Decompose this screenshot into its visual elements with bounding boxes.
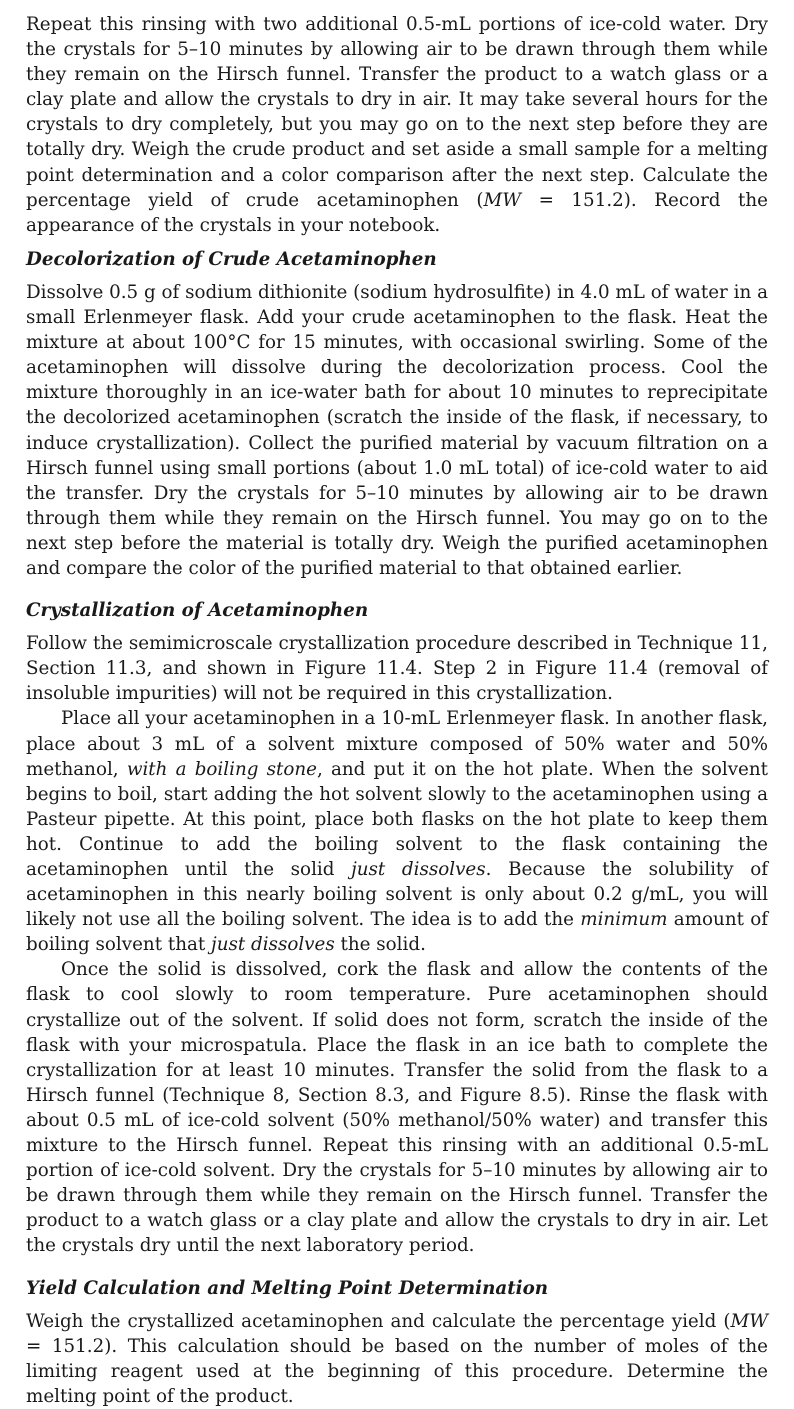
text-run: Repeat this rinsing with two additional 0.5-mL portions of ice-cold water. Dry the crystals for 5–10 minutes by allowing air to be drawn through them while they remain on the Hirsch funnel. Transfer the product to a watch glass or a clay plate and allow the crystals to dry in air. It may take several hours for the crystals to dry completely, but you may go on to the next step before they are totally dry. Weigh the crude product and set aside a small sample for a melting point determination and a color comparison after the next step. Calculate the percentage yield of crude acetaminophen ( (26, 14, 768, 211)
text-run: Weigh the crystallized acetaminophen and calculate the percentage yield ( (26, 1310, 731, 1332)
italic-run: just dissolves (211, 934, 335, 956)
text-run: . Because the solubility of acetaminophen in this nearly boiling solvent is only about 0.2 g/mL, you will likely not use all the boiling solvent. The idea is to add the (26, 859, 768, 931)
italic-run: just dissolves (351, 859, 486, 880)
crystallization-paragraph-2 (26, 706, 768, 957)
decolorization-paragraph: Dissolve 0.5 g of sodium dithionite (sodium hydrosulfite) in 4.0 mL of water in a small Erlenmeyer flask. Add your crude acetaminophen to the flask. Heat the mixture at about 100°C for 15 minutes, with occasional swirling. Some of the acetaminophen will dissolve during the decolorization process. Cool the mixture thoroughly in an ice-water bath for about 10 minutes to reprecipitate the decolorized acetaminophen (scratch the inside of the flask, if necessary, to induce crystallization). Collect the purified material by vacuum filtration on a Hirsch funnel using small portions (about 1.0 mL total) of ice-cold water to aid the transfer. Dry the crystals for 5–10 minutes by allowing air to be drawn through them while they remain on the Hirsch funnel. You may go on to the next step before the material is totally dry. Weigh the purified acetaminophen and compare the color of the purified material to that obtained earlier. (26, 281, 768, 579)
text-run: Place all your acetaminophen in a 10-mL Erlenmeyer flask. In another flask, place about 3 mL of a solvent mixture composed of 50% water and 50% methanol, (26, 708, 768, 780)
crystallization-paragraph-1: Follow the semimicroscale crystallization procedure described in Technique 11, Section 11.3, and shown in Figure 11.4. Step 2 in Figure 11.4 (removal of insoluble impurities) will not be required in this crystallization. (26, 633, 768, 705)
text-run: , and put it on the hot plate. When the solvent begins to boil, start adding the hot solvent slowly to the acetaminophen using a Pasteur pipette. At this point, place both flasks on the hot plate to keep them hot. Continue to add the boiling solvent to the flask containing the acetaminophen until the solid (26, 758, 768, 880)
yield-heading: Yield Calculation and Melting Point Determination (26, 1277, 549, 1299)
text-run: amount of boiling solvent that (26, 909, 769, 956)
yield-paragraph (26, 1309, 768, 1409)
text-run: = 151.2). Record the appearance of the crystals in your notebook. (26, 189, 768, 236)
crystallization-paragraph-3: Once the solid is dissolved, cork the flask and allow the contents of the flask to cool slowly to room temperature. Pure acetaminophen should crystallize out of the solvent. If solid does not form, scratch the inside of the flask with your microspatula. Place the flask in an ice bath to complete the crystallization for at least 10 minutes. Transfer the solid from the flask to a Hirsch funnel (Technique 8, Section 8.3, and Figure 8.5). Rinse the flask with about 0.5 mL of ice-cold solvent (50% methanol/50% water) and transfer this mixture to the Hirsch funnel. Repeat this rinsing with an additional 0.5-mL portion of ice-cold solvent. Dry the crystals for 5–10 minutes by allowing air to be drawn through them while they remain on the Hirsch funnel. Transfer the product to a watch glass or a clay plate and allow the crystals to dry in air. Let the crystals dry until the next laboratory period. (26, 959, 768, 1257)
decolorization-heading: Decolorization of Crude Acetaminophen (26, 248, 437, 270)
intro-paragraph (26, 12, 768, 238)
italic-run: MW (483, 189, 522, 211)
italic-run: MW (730, 1310, 768, 1332)
text-run: = 151.2). This calculation should be based on the number of moles of the limiting reagent used at the beginning of this procedure. Determine the melting point of the product. (26, 1335, 768, 1407)
text-run: the solid. (334, 934, 426, 956)
crystallization-heading: Crystallization of Acetaminophen (26, 600, 369, 622)
italic-run: with a boiling stone (126, 758, 317, 780)
italic-run: minimum (580, 909, 668, 931)
